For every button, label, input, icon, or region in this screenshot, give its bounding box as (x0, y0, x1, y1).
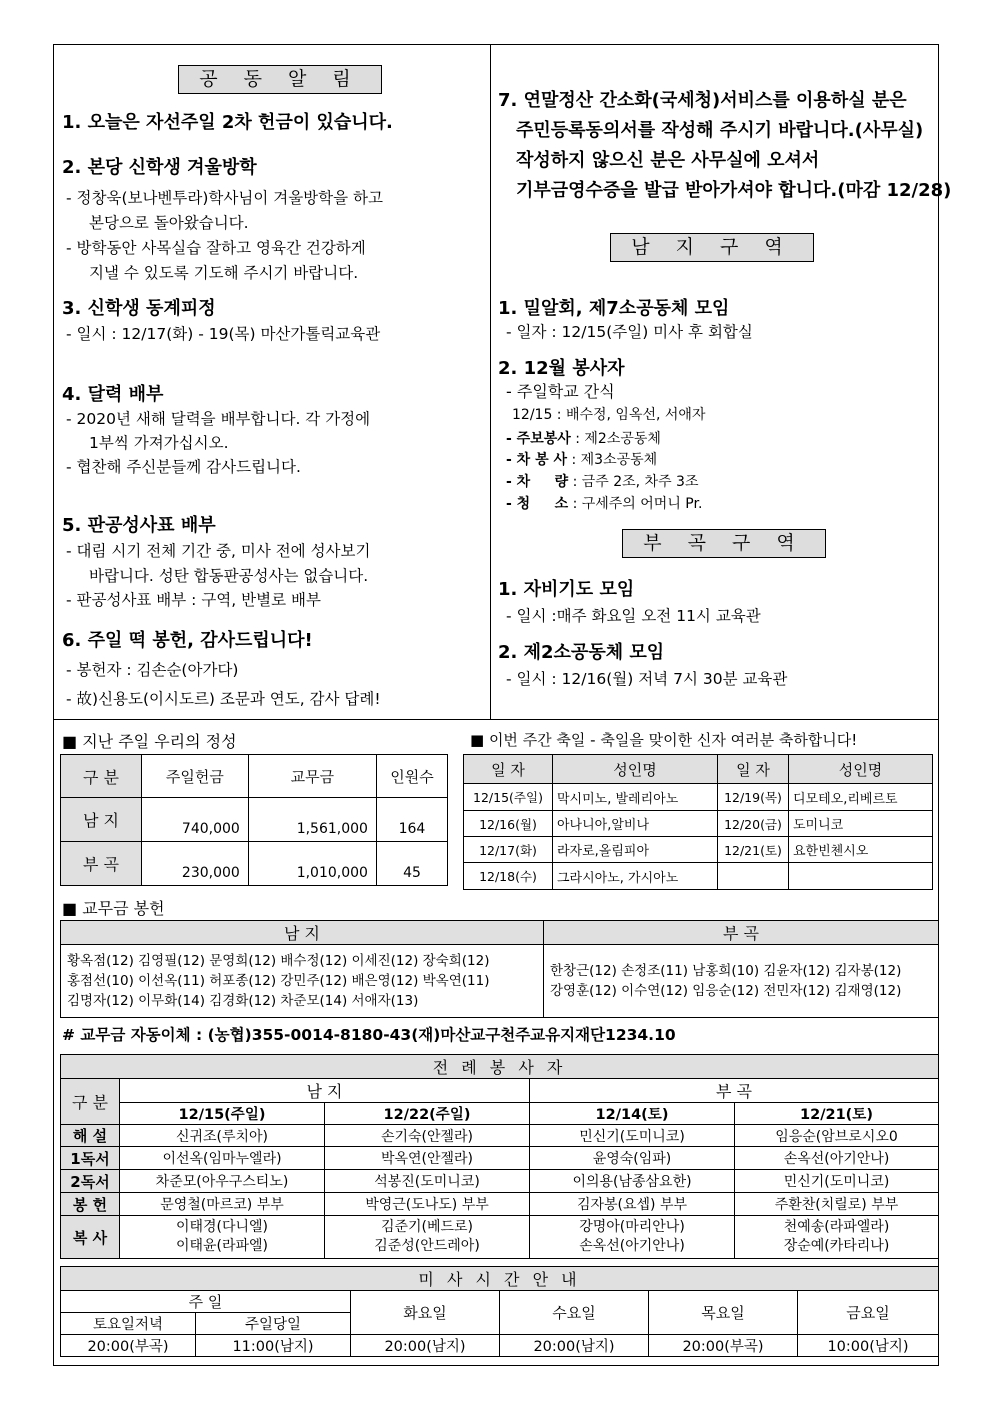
mass-table (60, 1266, 939, 1357)
notice-6-title: 6. 주일 떡 봉헌, 감사드립니다! (62, 630, 313, 651)
section-divider (53, 719, 939, 720)
volunteer-label: - 차 량 (506, 474, 569, 490)
namji-1-title: 1. 밀알회, 제7소공동체 모임 (498, 298, 730, 319)
mass-sat-eve: 토요일저녁 (61, 1313, 196, 1335)
notice-3-line: - 일시 : 12/17(화) - 19(목) 마산가톨릭교육관 (66, 325, 381, 343)
liturgy-row-label: 1독서 (61, 1147, 120, 1170)
dues-line: 황옥점(12) 김영필(12) 문영희(12) 배수정(12) 이세진(12) 장숙희(12) (67, 953, 490, 969)
liturgy-bugok: 부 곡 (530, 1079, 939, 1103)
mass-time: 10:00(남지) (798, 1335, 939, 1357)
liturgy-cell: 박영근(도나도) 부부 (325, 1193, 530, 1216)
volunteer-value: : 금주 2조, 차주 3조 (572, 474, 699, 490)
notice-6-line: - 故)신용도(이시도르) 조문과 연도, 감사 답례! (66, 690, 381, 708)
liturgy-cell: 김자봉(요셉) 부부 (530, 1193, 735, 1216)
altar-server: 이태윤(라파엘) (175, 1238, 269, 1254)
volunteer-label: - 차 봉 사 (506, 452, 568, 468)
notice-2-line: - 방학동안 사목실습 잘하고 영육간 건강하게 (66, 239, 366, 257)
liturgy-cell: 손기숙(안젤라) (325, 1125, 530, 1147)
feast-header: 성인명 (553, 755, 718, 784)
notice-7-line: 기부금영수증을 발급 받아가셔야 합니다.(마감 12/28) (516, 180, 952, 201)
feast-table (463, 754, 933, 890)
mass-time: 20:00(부곡) (649, 1335, 798, 1357)
liturgy-cell: 문영철(마르코) 부부 (120, 1193, 325, 1216)
dues-account: # 교무금 자동이체 : (농협)355-0014-8180-43(재)마산교구천주교유지재단1234.10 (62, 1026, 676, 1044)
liturgy-cell: 주환찬(치릴로) 부부 (735, 1193, 939, 1216)
namji-1-line: - 일자 : 12/15(주일) 미사 후 회합실 (506, 323, 753, 341)
dues-bugok-list (544, 945, 939, 1018)
feast-date: 12/18(수) (464, 863, 553, 890)
offering-row-label: 남 지 (61, 798, 142, 842)
feast-date (718, 863, 789, 890)
dues-line: 홍점선(10) 이선옥(11) 허포종(12) 강민주(12) 배은영(12) 박옥연(11) (67, 973, 490, 989)
notice-5-title: 5. 판공성사표 배부 (62, 515, 216, 536)
namji-2-sub-line: 12/15 : 배수정, 임옥선, 서애자 (512, 407, 706, 423)
liturgy-title: 전 례 봉 사 자 (61, 1055, 939, 1079)
liturgy-row-label: 2독서 (61, 1170, 120, 1193)
feast-header: 일 자 (718, 755, 789, 784)
feast-saint (789, 863, 933, 890)
offering-row-label: 부 곡 (61, 842, 142, 886)
liturgy-cell: 신귀조(루치아) (120, 1125, 325, 1147)
notice-2-line: - 정창욱(보나벤투라)학사님이 겨울방학을 하고 (66, 189, 383, 207)
feast-saint: 막시미노, 발레리아노 (553, 784, 718, 811)
liturgy-cell (735, 1216, 939, 1259)
feast-saint: 디모테오,리베르토 (789, 784, 933, 811)
offering-cell: 230,000 (142, 842, 249, 886)
liturgy-col-label: 구 분 (61, 1079, 120, 1125)
notice-3-title: 3. 신학생 동계피정 (62, 298, 216, 319)
volunteer-row (506, 493, 702, 513)
bugok-2-line: - 일시 : 12/16(월) 저녁 7시 30분 교육관 (506, 670, 788, 688)
liturgy-cell: 민신기(도미니코) (735, 1170, 939, 1193)
feast-saint: 요한빈첸시오 (789, 837, 933, 863)
dues-line: 한창근(12) 손정조(11) 남홍희(10) 김윤자(12) 김자봉(12) (550, 963, 902, 979)
mass-time: 20:00(남지) (500, 1335, 649, 1357)
feast-date: 12/16(월) (464, 811, 553, 837)
notice-7-line: 주민등록동의서를 작성해 주시기 바랍니다.(사무실) (516, 120, 924, 141)
offering-cell: 164 (376, 798, 447, 842)
altar-server: 김준기(베드로) (380, 1219, 474, 1235)
notice-1: 1. 오늘은 자선주일 2차 헌금이 있습니다. (62, 112, 393, 133)
notice-2-title: 2. 본당 신학생 겨울방학 (62, 157, 257, 178)
bugok-2-title: 2. 제2소공동체 모임 (498, 642, 665, 663)
liturgy-date: 12/22(주일) (325, 1103, 530, 1125)
namji-2-sub: - 주일학교 간식 (506, 382, 615, 401)
liturgy-date: 12/14(토) (530, 1103, 735, 1125)
bugok-header: 부 곡 구 역 (622, 529, 826, 558)
notice-2-line: 지낼 수 있도록 기도해 주시기 바랍니다. (89, 264, 359, 282)
offering-header: 주일헌금 (142, 755, 249, 798)
volunteer-row (506, 428, 661, 448)
left-header: 공 동 알 림 (178, 65, 382, 94)
dues-line: 강영훈(12) 이수연(12) 임응순(12) 전민자(12) 김재영(12) (550, 983, 902, 999)
altar-server: 천예송(라파엘라) (783, 1219, 890, 1235)
mass-sun-day: 주일당일 (196, 1313, 351, 1335)
liturgy-row-label: 복 사 (61, 1216, 120, 1259)
feast-date: 12/19(목) (718, 784, 789, 811)
offering-header: 교무금 (248, 755, 376, 798)
liturgy-namji: 남 지 (120, 1079, 530, 1103)
mass-day: 수요일 (500, 1291, 649, 1335)
altar-server: 손옥선(아기안나) (579, 1238, 685, 1254)
liturgy-cell: 이의용(남종삼요한) (530, 1170, 735, 1193)
liturgy-table (60, 1054, 939, 1259)
mass-day: 화요일 (351, 1291, 500, 1335)
bugok-1-title: 1. 자비기도 모임 (498, 579, 635, 600)
feast-date: 12/17(화) (464, 837, 553, 863)
liturgy-cell: 민신기(도미니코) (530, 1125, 735, 1147)
liturgy-date: 12/21(토) (735, 1103, 939, 1125)
feast-saint: 도미니코 (789, 811, 933, 837)
notice-7-line: 7. 연말정산 간소화(국세청)서비스를 이용하실 분은 (498, 90, 907, 111)
offering-header: 인원수 (376, 755, 447, 798)
altar-server: 김준성(안드레아) (374, 1238, 480, 1254)
mass-time: 20:00(부곡) (61, 1335, 196, 1357)
notice-5-line: - 판공성사표 배부 : 구역, 반별로 배부 (66, 591, 321, 609)
notice-5-line: 바랍니다. 성탄 합동판공성사는 없습니다. (89, 567, 369, 585)
liturgy-cell (530, 1216, 735, 1259)
dues-bugok-label: 부 곡 (544, 921, 939, 945)
namji-2-title: 2. 12월 봉사자 (498, 358, 625, 379)
altar-server: 이태경(다니엘) (175, 1219, 269, 1235)
feast-date: 12/15(주일) (464, 784, 553, 811)
volunteer-label: - 주보봉사 (506, 431, 571, 447)
namji-header: 남 지 구 역 (610, 233, 814, 262)
liturgy-cell: 석봉진(도미니코) (325, 1170, 530, 1193)
column-divider (490, 44, 491, 719)
liturgy-cell (325, 1216, 530, 1259)
bugok-1-line: - 일시 :매주 화요일 오전 11시 교육관 (506, 607, 761, 625)
liturgy-date: 12/15(주일) (120, 1103, 325, 1125)
volunteer-row (506, 471, 699, 491)
liturgy-cell: 손옥선(아기안나) (735, 1147, 939, 1170)
liturgy-row-label: 봉 헌 (61, 1193, 120, 1216)
mass-time: 11:00(남지) (196, 1335, 351, 1357)
dues-namji-label: 남 지 (61, 921, 544, 945)
feast-date: 12/21(토) (718, 837, 789, 863)
dues-table (60, 920, 939, 1018)
volunteer-label: - 청 소 (506, 496, 569, 512)
dues-namji-list (61, 945, 544, 1018)
notice-5-line: - 대림 시기 전체 기간 중, 미사 전에 성사보기 (66, 542, 371, 560)
notice-4-title: 4. 달력 배부 (62, 384, 164, 405)
mass-day: 목요일 (649, 1291, 798, 1335)
altar-server: 장순예(카타리나) (783, 1238, 890, 1254)
feast-saint: 그라시아노, 가시아노 (553, 863, 718, 890)
offering-cell: 45 (376, 842, 447, 886)
liturgy-cell: 윤영숙(임파) (530, 1147, 735, 1170)
liturgy-cell: 임응순(암브로시오0 (735, 1125, 939, 1147)
feast-saint: 라자로,올림피아 (553, 837, 718, 863)
offering-title: ■ 지난 주일 우리의 정성 (62, 732, 237, 751)
feast-date: 12/20(금) (718, 811, 789, 837)
notice-4-line: - 2020년 새해 달력을 배부합니다. 각 가정에 (66, 410, 371, 428)
altar-server: 강명아(마리안나) (579, 1219, 685, 1235)
liturgy-row-label: 해 설 (61, 1125, 120, 1147)
liturgy-cell (120, 1216, 325, 1259)
volunteer-value: : 구세주의 어머니 Pr. (572, 496, 703, 512)
offering-cell: 1,010,000 (248, 842, 376, 886)
mass-sunday: 주 일 (61, 1291, 351, 1313)
notice-4-line: 1부씩 가져가십시오. (89, 434, 229, 452)
liturgy-cell: 박옥연(안젤라) (325, 1147, 530, 1170)
offering-header: 구 분 (61, 755, 142, 798)
liturgy-cell: 차준모(아우구스티노) (120, 1170, 325, 1193)
dues-title: ■ 교무금 봉헌 (62, 899, 165, 918)
mass-title: 미 사 시 간 안 내 (61, 1267, 939, 1291)
offering-table (60, 754, 448, 886)
liturgy-cell: 이선옥(임마누엘라) (120, 1147, 325, 1170)
mass-time: 20:00(남지) (351, 1335, 500, 1357)
dues-line: 김명자(12) 이무화(14) 김경화(12) 차준모(14) 서애자(13) (67, 993, 419, 1009)
notice-7-line: 작성하지 않으신 분은 사무실에 오셔서 (516, 150, 820, 171)
volunteer-row (506, 449, 657, 469)
notice-2-line: 본당으로 돌아왔습니다. (89, 214, 249, 232)
feast-title: ■ 이번 주간 축일 - 축일을 맞이한 신자 여러분 축하합니다! (470, 731, 858, 749)
offering-cell: 1,561,000 (248, 798, 376, 842)
feast-header: 일 자 (464, 755, 553, 784)
volunteer-value: : 제3소공동체 (571, 452, 658, 468)
offering-cell: 740,000 (142, 798, 249, 842)
feast-saint: 아나니아,알비나 (553, 811, 718, 837)
feast-header: 성인명 (789, 755, 933, 784)
volunteer-value: : 제2소공동체 (575, 431, 661, 447)
notice-6-line: - 봉헌자 : 김손순(아가다) (66, 661, 239, 679)
notice-4-line: - 협찬해 주신분들께 감사드립니다. (66, 458, 301, 476)
mass-day: 금요일 (798, 1291, 939, 1335)
